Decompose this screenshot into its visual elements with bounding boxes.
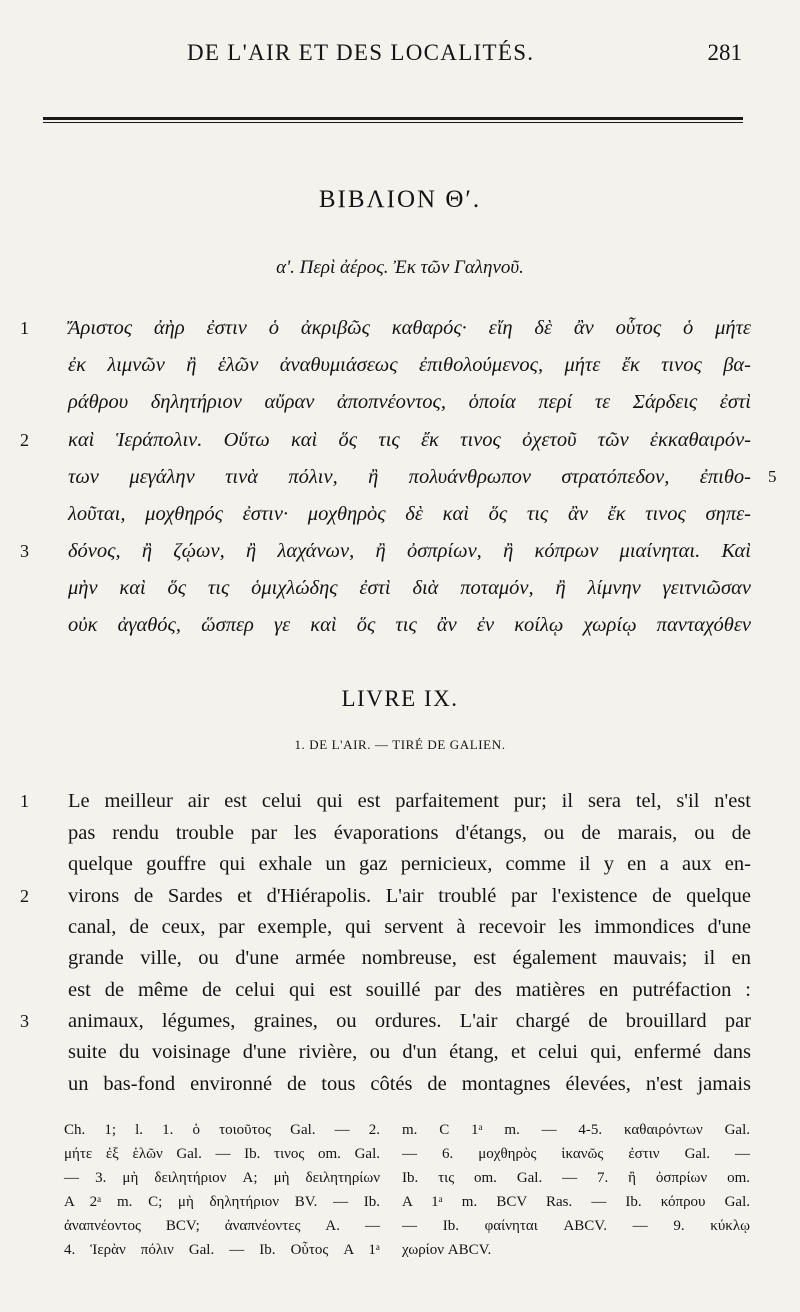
greek-line: ἐκ λιμνῶν ἢ ἑλῶν ἀναθυμιάσεως ἐπιθολούμενος, μήτε ἔκ τινος βα- — [68, 354, 751, 376]
greek-line: καὶ Ἱεράπολιν. Οὕτω καὶ ὅς τις ἔκ τινος ὀχετοῦ τῶν ἐκκαθαιρόν- — [68, 429, 751, 451]
footnote-line-right: Ib. τις om. Gal. — 7. ἢ ὀσπρίων om. — [402, 1170, 750, 1186]
french-line: pas rendu trouble par les évaporations d'étangs, ou de marais, ou de — [68, 822, 751, 844]
french-line: est de même de celui qui est souillé par des matières en putréfaction : — [68, 979, 751, 1001]
footnote-line-left: μήτε ἐξ ἑλῶν Gal. — Ib. τινος om. Gal. — [64, 1146, 380, 1162]
greek-margin-number-3: 3 — [20, 541, 29, 561]
footnote-line-right: — 6. μοχθηρὸς ἱκανῶς ἐστιν Gal. — — [402, 1146, 750, 1162]
french-line: grande ville, ou d'une armée nombreuse, est également mauvais; il en — [68, 947, 751, 969]
french-chapter-title: 1. DE L'AIR. — TIRÉ DE GALIEN. — [294, 737, 506, 752]
french-margin-number-3: 3 — [20, 1011, 29, 1031]
greek-line: λοῦται, μοχθηρός ἐστιν· μοχθηρὸς δὲ καὶ ὅς τις ἂν ἔκ τινος σηπε- — [68, 503, 751, 525]
french-margin-number-2: 2 — [20, 886, 29, 906]
greek-line: οὐκ ἀγαθός, ὥσπερ γε καὶ ὅς τις ἂν ἐν κοίλῳ χωρίῳ πανταχόθεν — [68, 614, 751, 636]
footnote-line-left: ἀναπνέοντος BCV; ἀναπνέοντες A. — — [64, 1218, 380, 1234]
french-line: un bas-fond environné de tous côtés de montagnes élevées, n'est jamais — [68, 1073, 751, 1095]
footnote-line-right: m. C 1ᵃ m. — 4-5. καθαιρόντων Gal. — [402, 1122, 750, 1138]
footnote-line-left: 4. Ἱερὰν πόλιν Gal. — Ib. Οὗτος A 1ᵃ — [64, 1242, 380, 1258]
footnote-line-right: — Ib. φαίνηται ABCV. — 9. κύκλῳ — [402, 1218, 750, 1234]
greek-line: Ἄριστος ἀὴρ ἐστιν ὁ ἀκριβῶς καθαρός· εἴη δὲ ἂν οὗτος ὁ μήτε — [68, 317, 751, 339]
greek-margin-number-1: 1 — [20, 318, 29, 338]
greek-right-margin-number: 5 — [768, 467, 777, 486]
header-rule-thick — [43, 117, 743, 120]
french-line: Le meilleur air est celui qui est parfaitement pur; il sera tel, s'il n'est — [68, 790, 751, 812]
french-margin-number-1: 1 — [20, 791, 29, 811]
greek-chapter-title: αʹ. Περὶ ἀέρος. Ἐκ τῶν Γαληνοῦ. — [276, 257, 524, 278]
french-line: suite du voisinage d'une rivière, ou d'un étang, et celui qui, enfermé dans — [68, 1041, 751, 1063]
greek-margin-number-2: 2 — [20, 430, 29, 450]
french-line: virons de Sardes et d'Hiérapolis. L'air troublé par l'existence de quelque — [68, 885, 751, 907]
greek-line: μὴν καὶ ὅς τις ὁμιχλώδης ἐστὶ διὰ ποταμόν, ἢ λίμνην γειτνιῶσαν — [68, 577, 751, 599]
page-number: 281 — [707, 40, 742, 65]
footnote-line-left: Ch. 1; l. 1. ὁ τοιοῦτος Gal. — 2. — [64, 1122, 380, 1138]
french-line: canal, de ceux, par exemple, qui servent à recevoir les immondices d'une — [68, 916, 751, 938]
greek-line: των μεγάλην τινὰ πόλιν, ἢ πολυάνθρωπον στρατόπεδον, ἐπιθο- — [68, 466, 751, 488]
greek-book-title: ΒΙΒΛΙΟΝ Θʹ. — [318, 186, 482, 213]
footnote-line-right: χωρίον ABCV. — [402, 1242, 492, 1258]
footnote-line-right: A 1ᵃ m. BCV Ras. — Ib. κόπρου Gal. — [402, 1194, 750, 1210]
greek-line: ράθρου δηλητήριον αὔραν ἀποπνέοντος, ὁποία περί τε Σάρδεις ἐστὶ — [68, 391, 751, 413]
header-rule-thin — [43, 122, 743, 123]
french-book-title: LIVRE IX. — [341, 686, 459, 711]
footnote-line-left: A 2ᵃ m. C; μὴ δηλητήριον BV. — Ib. — [64, 1194, 380, 1210]
french-line: animaux, légumes, graines, ou ordures. L'air chargé de brouillard par — [68, 1010, 751, 1032]
running-head-title: DE L'AIR ET DES LOCALITÉS. — [187, 40, 535, 65]
running-head — [0, 40, 800, 70]
footnote-line-left: — 3. μὴ δειλητήριον A; μὴ δειλητηρίων — [64, 1170, 380, 1186]
greek-line: δόνος, ἢ ζῴων, ἢ λαχάνων, ἢ ὀσπρίων, ἢ κόπρων μιαίνηται. Καὶ — [68, 540, 751, 562]
french-line: quelque gouffre qui exhale un gaz pernicieux, comme il y en a aux en- — [68, 853, 751, 875]
